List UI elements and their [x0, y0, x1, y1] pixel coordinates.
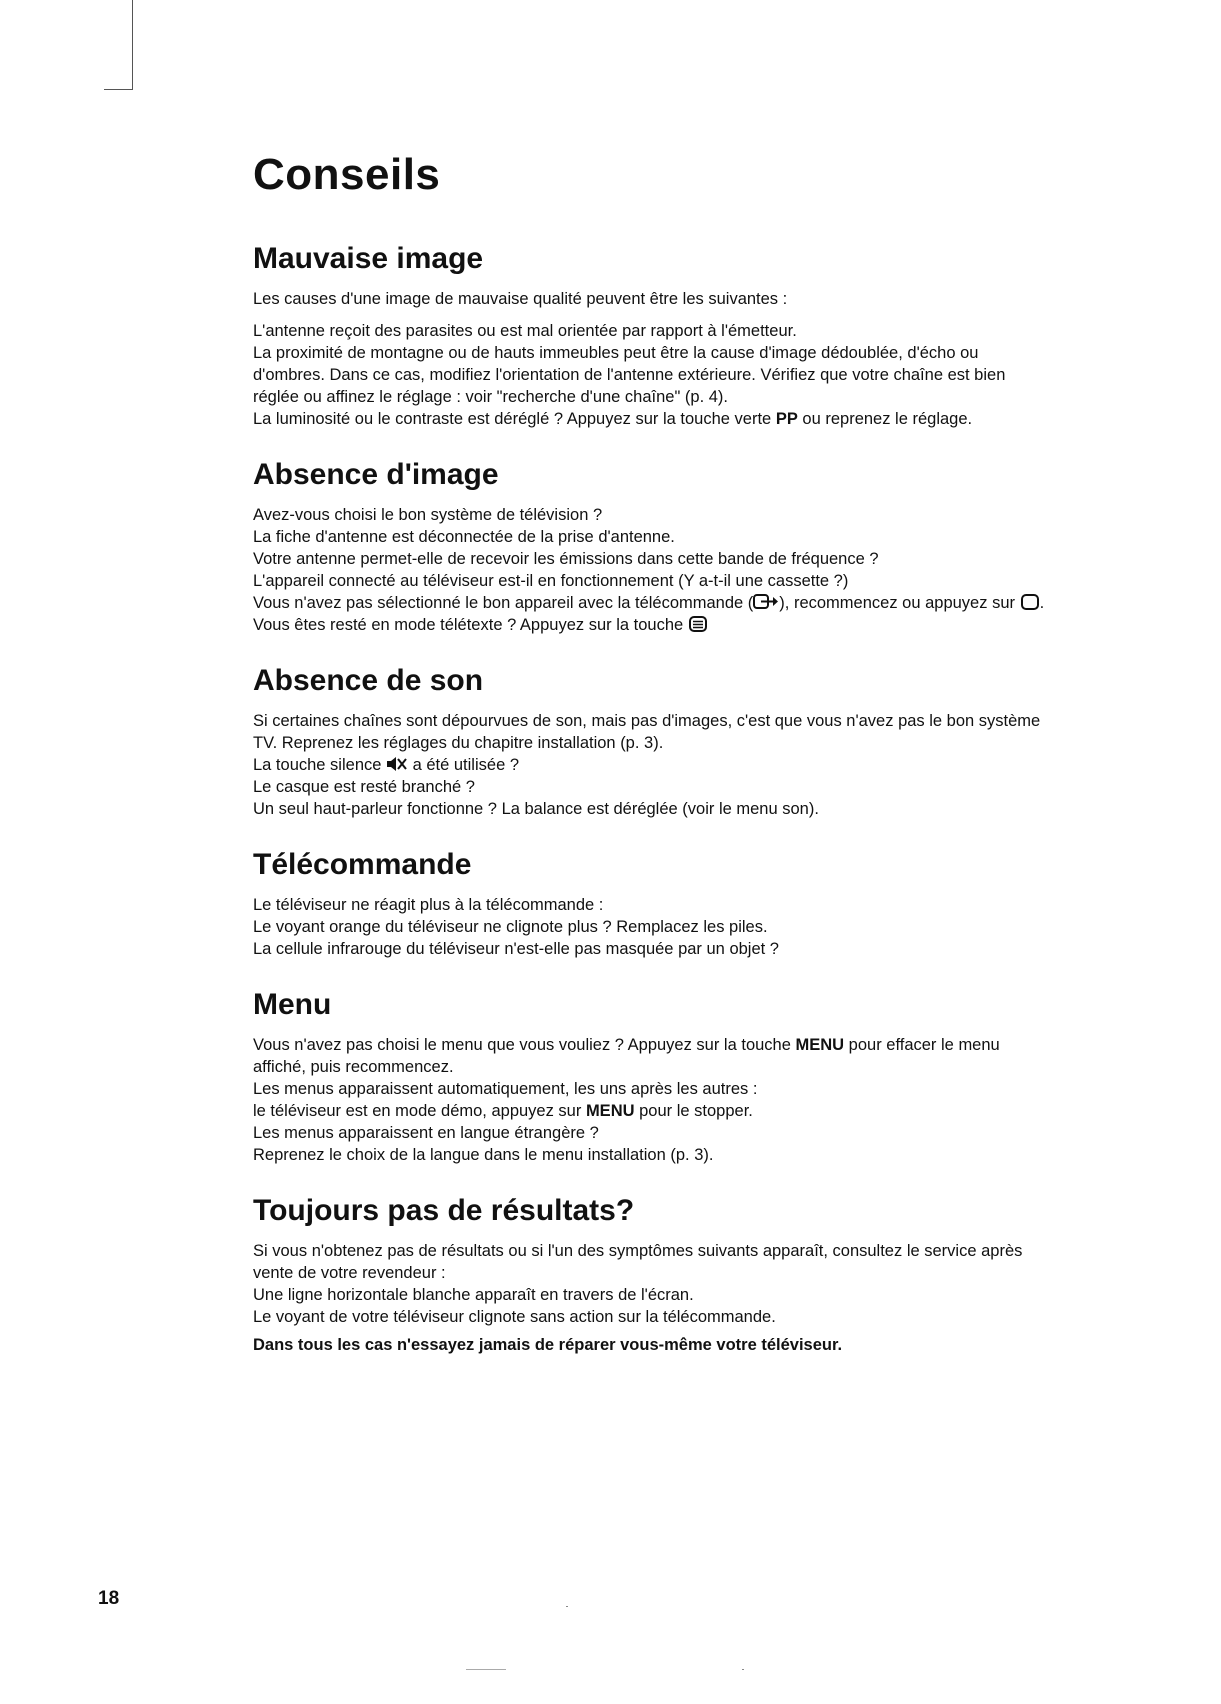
paragraph — [253, 754, 1053, 776]
section-heading: Absence de son — [253, 664, 484, 697]
paragraph: L'appareil connecté au téléviseur est-il en fonctionnement (Y a-t-il une cassette ?) — [253, 572, 849, 590]
text-run: ou reprenez le réglage. — [797, 410, 973, 428]
paragraph: Si vous n'obtenez pas de résultats ou si l'un des symptômes suivants apparaît, consultez le service après vente de votre revendeur : — [253, 1242, 1023, 1282]
page-number: 18 — [98, 1588, 120, 1609]
section-toujours-pas-de-resultats — [253, 1194, 1053, 1355]
section-heading: Absence d'image — [253, 458, 499, 491]
paragraph: Une ligne horizontale blanche apparaît en travers de l'écran. — [253, 1286, 694, 1304]
paragraph — [253, 592, 1053, 614]
paragraph: Le voyant orange du téléviseur ne clignote plus ? Remplacez les piles. — [253, 918, 768, 936]
scan-speck — [566, 1606, 568, 1607]
text-run: le téléviseur est en mode démo, appuyez sur — [253, 1102, 586, 1120]
section-heading: Menu — [253, 988, 332, 1021]
section-heading: Toujours pas de résultats? — [253, 1194, 635, 1227]
paragraph: La fiche d'antenne est déconnectée de la prise d'antenne. — [253, 528, 675, 546]
paragraph — [253, 614, 1053, 636]
text-run: ), recommencez ou appuyez sur — [779, 594, 1020, 612]
pp-key-label: PP — [775, 410, 798, 428]
paragraph — [253, 408, 1053, 430]
section-heading: Télécommande — [253, 848, 472, 881]
teletext-icon — [688, 615, 708, 633]
text-run: . — [1039, 594, 1045, 612]
text-run: Vous n'avez pas sélectionné le bon appareil avec la télécommande ( — [253, 594, 754, 612]
paragraph: La cellule infrarouge du téléviseur n'est-elle pas masquée par un objet ? — [253, 940, 779, 958]
crop-mark-vertical — [132, 0, 133, 90]
menu-key-label: MENU — [795, 1036, 845, 1054]
text-run: La touche silence — [253, 756, 387, 774]
text-run: Vous n'avez pas choisi le menu que vous vouliez ? Appuyez sur la touche — [253, 1036, 796, 1054]
paragraph: Le téléviseur ne réagit plus à la télécommande : — [253, 896, 604, 914]
source-select-icon — [753, 593, 779, 611]
paragraph: L'antenne reçoit des parasites ou est mal orientée par rapport à l'émetteur. — [253, 322, 797, 340]
paragraph: Si certaines chaînes sont dépourvues de son, mais pas d'images, c'est que vous n'avez pas le bon système TV. Reprenez les réglages du chapitre installation (p. 3). — [253, 712, 1041, 752]
paragraph: La proximité de montagne ou de hauts immeubles peut être la cause d'image dédoublée, d'écho ou d'ombres. Dans ce cas, modifiez l'orientation de l'antenne extérieure. Vérifiez que votre chaîne est bien réglée ou affinez le réglage : voir "recherche d'une chaîne" (p. 4). — [253, 344, 1006, 406]
paragraph: Un seul haut-parleur fonctionne ? La balance est déréglée (voir le menu son). — [253, 800, 819, 818]
paragraph: Avez-vous choisi le bon système de télévision ? — [253, 506, 603, 524]
section-absence-image — [253, 458, 1053, 636]
text-run: La luminosité ou le contraste est déréglé ? Appuyez sur la touche verte — [253, 410, 776, 428]
mute-icon — [386, 755, 408, 773]
scan-speck — [742, 1669, 744, 1670]
tv-icon — [1020, 593, 1040, 611]
paragraph: Le voyant de votre téléviseur clignote sans action sur la télécommande. — [253, 1308, 776, 1326]
section-heading: Mauvaise image — [253, 242, 484, 275]
text-run: pour le stopper. — [634, 1102, 753, 1120]
paragraph: Reprenez le choix de la langue dans le menu installation (p. 3). — [253, 1146, 714, 1164]
paragraph — [253, 1100, 1053, 1122]
paragraph: Les menus apparaissent automatiquement, les uns après les autres : — [253, 1080, 758, 1098]
section-absence-son — [253, 664, 1053, 820]
paragraph — [253, 1034, 1053, 1078]
paragraph: Votre antenne permet-elle de recevoir les émissions dans cette bande de fréquence ? — [253, 550, 879, 568]
scan-speck — [466, 1669, 506, 1670]
crop-mark-horizontal — [104, 89, 133, 90]
section-menu — [253, 988, 1053, 1166]
section-mauvaise-image — [253, 242, 1053, 430]
paragraph: Le casque est resté branché ? — [253, 778, 475, 796]
section-telecommande — [253, 848, 1053, 960]
text-run: Vous êtes resté en mode télétexte ? Appuyez sur la touche — [253, 616, 688, 634]
paragraph: Les causes d'une image de mauvaise qualité peuvent être les suivantes : — [253, 290, 788, 308]
menu-key-label: MENU — [585, 1102, 635, 1120]
text-run: a été utilisée ? — [408, 756, 520, 774]
warning-notice: Dans tous les cas n'essayez jamais de réparer vous-même votre téléviseur. — [253, 1336, 843, 1354]
text-run: pour effacer le menu affiché, puis recommencez. — [253, 1036, 1000, 1076]
paragraph: Les menus apparaissent en langue étrangère ? — [253, 1124, 599, 1142]
document-body — [253, 150, 1053, 1383]
page-title: Conseils — [253, 150, 441, 199]
